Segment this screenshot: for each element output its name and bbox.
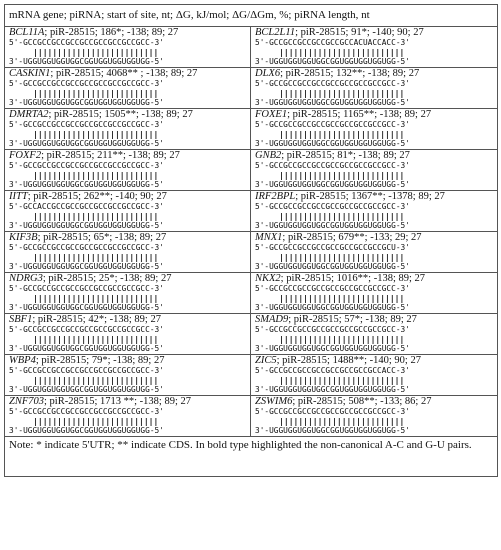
- pirna-sequence: 3'-UGGUGGUGGUGGCGGUGGUGGUGGUGG-5': [9, 384, 164, 394]
- gene-name: DLX6: [255, 68, 281, 79]
- mrna-sequence: 5'-GCCGCCGCCGCCGCCGCCGCCGCCGCC-3': [9, 284, 164, 293]
- site-title: [9, 396, 250, 407]
- site-title: [255, 273, 497, 284]
- pairing-bars: ||||||||||||||||||||||||||: [9, 211, 159, 221]
- mrna-sequence: 5'-GCCGCCGCCGCCGCCGCCGCCGCCGCC-3': [9, 366, 164, 375]
- gene-name: ZNF703: [9, 396, 45, 407]
- site-title: [9, 273, 250, 284]
- gene-name: IITT: [9, 191, 28, 202]
- mrna-sequence: 5'-GCCGCCGCCGCCGCCGCCGCCGCCGCC-3': [255, 407, 410, 416]
- pairing-bars: ||||||||||||||||||||||||||: [255, 211, 405, 221]
- gene-name: ZSWIM6: [255, 396, 293, 407]
- binding-site-cell: [5, 314, 251, 355]
- pirna-sequence: 3'-UGGUGGUGGUGGCGGUGGUGGUGGUGG-5': [9, 56, 164, 66]
- pairing-bars: ||||||||||||||||||||||||||: [9, 416, 159, 426]
- binding-site-cell: [251, 27, 498, 68]
- site-title: [9, 27, 250, 38]
- mrna-sequence: 5'-GCCGCCGCCGCCGCCGCCGCCGCCGCC-3': [255, 120, 410, 129]
- site-info: ; piR-28515; 508**; -133; 86; 27: [292, 396, 432, 407]
- pirna-sequence: 3'-UGGUGGUGGUGGCGGUGGUGGUGGUGG-5': [9, 138, 164, 148]
- binding-site-cell: [251, 355, 498, 396]
- pirna-sequence: 3'-UGGUGGUGGUGGCGGUGGUGGUGGUGG-5': [255, 179, 410, 189]
- pirna-sequence: 3'-UGGUGGUGGUGGCGGUGGUGGUGGUGG-5': [255, 220, 410, 230]
- gene-name: DMRTA2: [9, 109, 49, 120]
- mrna-sequence: 5'-GCCACCGCCGCCGCCGCCGCCGCCGCC-3': [9, 202, 164, 211]
- mrna-sequence: 5'-GCCGCCGCCGCCGCCGCCGCCGCCGCC-3': [255, 79, 410, 88]
- table-row: [5, 314, 498, 355]
- site-title: [255, 314, 497, 325]
- mrna-sequence: 5'-GCCGCCGCCGCCGCCGCCGCCGCCGCC-3': [9, 161, 164, 170]
- gene-name: IRF2BPL: [255, 191, 296, 202]
- pairing-bars: ||||||||||||||||||||||||||: [9, 293, 159, 303]
- table-row: [5, 27, 498, 68]
- mrna-sequence: 5'-GCCGCCGCCGCCGCCGCCGCCGCCGCC-3': [9, 38, 164, 47]
- gene-name: FOXE1: [255, 109, 288, 120]
- binding-site-cell: [5, 27, 251, 68]
- site-info: ; piR-28515; 25*; -138; 89; 27: [42, 273, 172, 284]
- mrna-sequence: 5'-GCCGCCGCCGCCGCCGCCGCCGCCGCC-3': [9, 120, 164, 129]
- binding-site-cell: [251, 232, 498, 273]
- mrna-sequence: 5'-GCCGCCGCCGCCGCCGCCGCCGCCGCU-3': [255, 243, 410, 252]
- site-title: [9, 355, 250, 366]
- table-row: [5, 191, 498, 232]
- pirna-binding-table: [4, 4, 498, 477]
- pirna-sequence: 3'-UGGUGGUGGUGGCGGUGGUGGUGGUGG-5': [255, 425, 410, 435]
- mrna-sequence: 5'-GCCGCCGCCGCCGCCGCCGCCGCCGCC-3': [255, 325, 410, 334]
- pairing-bars: ||||||||||||||||||||||||||: [255, 252, 405, 262]
- pirna-sequence: 3'-UGGUGGUGGUGGCGGUGGUGGUGGUGG-5': [255, 302, 410, 312]
- site-info: ; piR-28515; 57*; -138; 89; 27: [288, 314, 417, 325]
- pirna-sequence: 3'-UGGUGGUGGUGGCGGUGGUGGUGGUGG-5': [255, 56, 410, 66]
- site-info: ; piR-28515; 186*; -138; 89; 27: [44, 27, 179, 38]
- site-title: [9, 232, 250, 243]
- pirna-sequence: 3'-UGGUGGUGGUGGCGGUGGUGGUGGUGG-5': [9, 261, 164, 271]
- gene-name: WBP4: [9, 355, 36, 366]
- binding-site-cell: [251, 68, 498, 109]
- site-title: [255, 191, 497, 202]
- pairing-bars: ||||||||||||||||||||||||||: [9, 47, 159, 57]
- gene-name: MNX1: [255, 232, 283, 243]
- gene-name: CASKIN1: [9, 68, 51, 79]
- binding-site-cell: [5, 273, 251, 314]
- mrna-sequence: 5'-GCCGCCGCCGCCGCCGCCGCCGCCGCC-3': [9, 243, 164, 252]
- binding-site-cell: [251, 191, 498, 232]
- site-title: [9, 314, 250, 325]
- site-info: ; piR-28515; 1016**; -138; 89; 27: [280, 273, 426, 284]
- gene-name: SMAD9: [255, 314, 289, 325]
- note-row: [5, 437, 498, 477]
- binding-site-cell: [5, 232, 251, 273]
- site-title: [9, 191, 250, 202]
- gene-name: NDRG3: [9, 273, 43, 284]
- pairing-bars: ||||||||||||||||||||||||||: [9, 170, 159, 180]
- pirna-sequence: 3'-UGGUGGUGGUGGCGGUGGUGGUGGUGG-5': [9, 179, 164, 189]
- mrna-sequence: 5'-GCCGCCGCCGCCGCCGCCGCCGCCGCC-3': [255, 284, 410, 293]
- table-header: mRNA gene; piRNA; start of site, nt; ΔG, kJ/mol; ΔG/ΔGm, %; piRNA length, nt: [5, 5, 498, 27]
- pairing-bars: ||||||||||||||||||||||||||: [9, 252, 159, 262]
- pairing-bars: ||||||||||||||||||||||||||: [9, 375, 159, 385]
- binding-site-cell: [251, 150, 498, 191]
- pirna-sequence: 3'-UGGUGGUGGUGGCGGUGGUGGUGGUGG-5': [255, 261, 410, 271]
- pairing-bars: ||||||||||||||||||||||||||: [255, 129, 405, 139]
- gene-name: FOXF2: [9, 150, 42, 161]
- table-row: [5, 355, 498, 396]
- gene-name: BCL11A: [9, 27, 45, 38]
- site-info: ; piR-28515; 81*; -138; 89; 27: [281, 150, 410, 161]
- site-title: [9, 68, 250, 79]
- mrna-sequence: 5'-GCCGCCGCCGCCGCCGCCGCCGCCGCC-3': [255, 202, 410, 211]
- pirna-sequence: 3'-UGGUGGUGGUGGCGGUGGUGGUGGUGG-5': [255, 343, 410, 353]
- mrna-sequence: 5'-GCCGCCGCCGCCGCCGCCGCCGCCGCC-3': [255, 161, 410, 170]
- site-title: [255, 232, 497, 243]
- gene-name: GNB2: [255, 150, 282, 161]
- table-row: [5, 150, 498, 191]
- site-info: ; piR-28515; 262**; -140; 90; 27: [27, 191, 167, 202]
- site-info: ; piR-28515; 4068** ; -138; 89; 27: [50, 68, 198, 79]
- gene-name: BCL2L11: [255, 27, 296, 38]
- table-row: [5, 232, 498, 273]
- gene-name: ZIC5: [255, 355, 277, 366]
- pirna-sequence: 3'-UGGUGGUGGUGGCGGUGGUGGUGGUGG-5': [9, 425, 164, 435]
- site-title: [255, 355, 497, 366]
- pairing-bars: ||||||||||||||||||||||||||: [255, 47, 405, 57]
- gene-name: SBF1: [9, 314, 33, 325]
- table-row: [5, 396, 498, 437]
- site-info: ; piR-28515; 679**; -133; 29; 27: [282, 232, 422, 243]
- site-title: [255, 150, 497, 161]
- site-title: [255, 396, 497, 407]
- header-row: [5, 5, 498, 27]
- pairing-bars: ||||||||||||||||||||||||||: [255, 293, 405, 303]
- mrna-sequence: 5'-GCCGCCGCCGCCGCCGCCGCCGCCACC-3': [255, 366, 410, 375]
- binding-site-cell: [5, 191, 251, 232]
- mrna-sequence: 5'-GCCGCCGCCGCCGCCGCCGCCGCCGCC-3': [9, 325, 164, 334]
- site-info: ; piR-28515; 1488**; -140; 90; 27: [276, 355, 421, 366]
- mrna-sequence: 5'-GCCGCCGCCGCCGCCGCCGCCGCCGCC-3': [9, 407, 164, 416]
- site-title: [255, 109, 497, 120]
- binding-site-cell: [251, 109, 498, 150]
- site-info: ; piR-28515; 42*; -138; 89; 27: [32, 314, 161, 325]
- site-info: ; piR-28515; 79*; -138; 89; 27: [35, 355, 165, 366]
- pirna-sequence: 3'-UGGUGGUGGUGGCGGUGGUGGUGGUGG-5': [255, 97, 410, 107]
- table-row: [5, 273, 498, 314]
- binding-site-cell: [5, 150, 251, 191]
- site-info: ; piR-28515; 91*; -140; 90; 27: [295, 27, 424, 38]
- gene-name: KIF3B: [9, 232, 38, 243]
- site-title: [255, 27, 497, 38]
- binding-site-cell: [251, 314, 498, 355]
- pirna-sequence: 3'-UGGUGGUGGUGGCGGUGGUGGUGGUGG-5': [9, 97, 164, 107]
- site-info: ; piR-28515; 132**; -138; 89; 27: [280, 68, 420, 79]
- table-row: [5, 68, 498, 109]
- site-info: ; piR-28515; 1713 **; -138; 89; 27: [44, 396, 192, 407]
- pairing-bars: ||||||||||||||||||||||||||: [255, 416, 405, 426]
- pairing-bars: ||||||||||||||||||||||||||: [9, 334, 159, 344]
- pirna-sequence: 3'-UGGUGGUGGUGGCGGUGGUGGUGGUGG-5': [255, 384, 410, 394]
- site-title: [9, 109, 250, 120]
- site-title: [9, 150, 250, 161]
- site-info: ; piR-28515; 1367**; -1378; 89; 27: [295, 191, 445, 202]
- binding-site-cell: [5, 68, 251, 109]
- binding-site-cell: [5, 109, 251, 150]
- pairing-bars: ||||||||||||||||||||||||||: [9, 88, 159, 98]
- mrna-sequence: 5'-GCCGCCGCCGCCGCCGCCGCCGCCGCC-3': [9, 79, 164, 88]
- pairing-bars: ||||||||||||||||||||||||||: [255, 170, 405, 180]
- pirna-sequence: 3'-UGGUGGUGGUGGCGGUGGUGGUGGUGG-5': [9, 220, 164, 230]
- pairing-bars: ||||||||||||||||||||||||||: [255, 334, 405, 344]
- site-info: ; piR-28515; 65*; -138; 89; 27: [37, 232, 167, 243]
- pairing-bars: ||||||||||||||||||||||||||: [255, 88, 405, 98]
- mrna-sequence: 5'-GCCGCCGCCGCCGCCGCCACUACCACC-3': [255, 38, 410, 47]
- table-row: [5, 109, 498, 150]
- binding-site-cell: [251, 273, 498, 314]
- binding-site-cell: [5, 355, 251, 396]
- pirna-sequence: 3'-UGGUGGUGGUGGCGGUGGUGGUGGUGG-5': [9, 302, 164, 312]
- site-info: ; piR-28515; 1165**; -138; 89; 27: [287, 109, 432, 120]
- pirna-sequence: 3'-UGGUGGUGGUGGCGGUGGUGGUGGUGG-5': [255, 138, 410, 148]
- site-title: [255, 68, 497, 79]
- pairing-bars: ||||||||||||||||||||||||||: [9, 129, 159, 139]
- gene-name: NKX2: [255, 273, 281, 284]
- table-note: Note: * indicate 5'UTR; ** indicate CDS. In bold type highlighted the non-canonical A-C and G-U pairs.: [5, 437, 498, 477]
- site-info: ; piR-28515; 211**; -138; 89; 27: [41, 150, 180, 161]
- pairing-bars: ||||||||||||||||||||||||||: [255, 375, 405, 385]
- binding-site-cell: [251, 396, 498, 437]
- site-info: ; piR-28515; 1505**; -138; 89; 27: [48, 109, 193, 120]
- pirna-sequence: 3'-UGGUGGUGGUGGCGGUGGUGGUGGUGG-5': [9, 343, 164, 353]
- binding-site-cell: [5, 396, 251, 437]
